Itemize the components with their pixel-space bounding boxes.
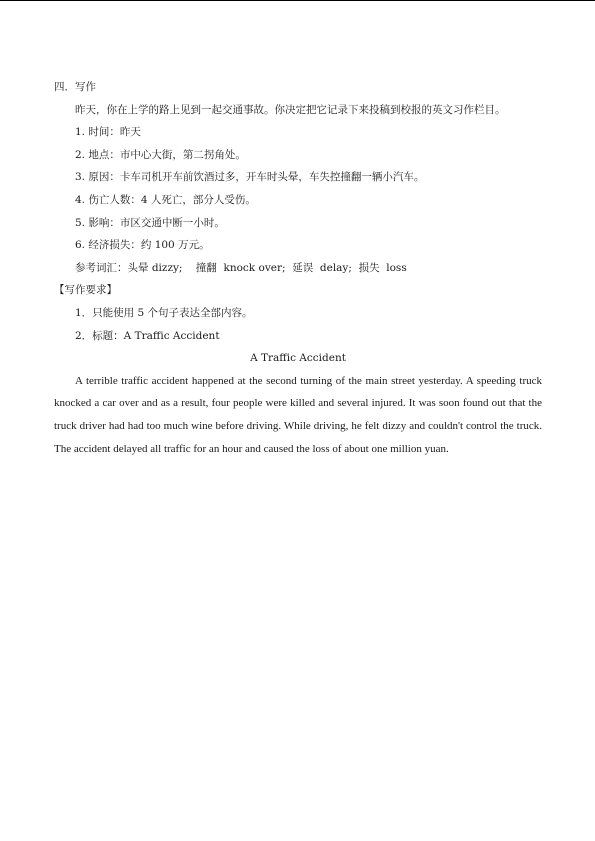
essay-title: A Traffic Accident [250,352,346,365]
point-time: 1. 时间：昨天 [75,126,141,139]
requirement-sentence-count: 1．只能使用 5 个句子表达全部内容。 [75,306,253,319]
essay-body: A terrible traffic accident happened at the second turning of the main street yesterday. A speeding truck knocked a car over and as a result, four people were killed and several injured. It was soon found out that the truck driver had had too much wine before driving. While driving, he felt dizzy and couldn't control the truck. The accident delayed all traffic for an hour and caused the loss of about one million yuan. [54,374,542,455]
writing-prompt: 昨天，你在上学的路上见到一起交通事故。你决定把它记录下来投稿到校报的英文习作栏目。 [75,103,506,116]
top-border-line [0,0,595,1]
point-cause: 3. 原因：卡车司机开车前饮酒过多，开车时头晕，车失控撞翻一辆小汽车。 [75,171,425,184]
point-location: 2. 地点：市中心大街，第二拐角处。 [75,148,246,161]
point-economic-loss: 6. 经济损失：约 100 万元。 [75,239,210,252]
document-page [54,76,542,460]
reference-vocabulary: 参考词汇：头晕 dizzy; 撞翻 knock over; 延误 delay; 损失 loss [75,261,407,274]
section-title: 四．写作 [54,81,96,93]
requirements-heading: 【写作要求】 [54,284,117,297]
requirement-title: 2．标题：A Traffic Accident [75,329,220,342]
point-impact: 5. 影响：市区交通中断一小时。 [75,216,225,229]
point-casualties: 4. 伤亡人数：4 人死亡，部分人受伤。 [75,193,256,206]
